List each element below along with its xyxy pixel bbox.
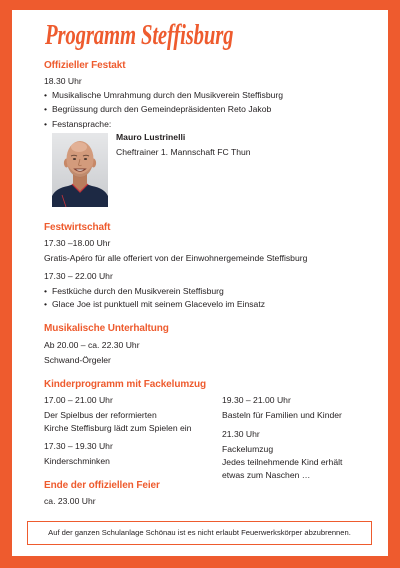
bullet-icon: • <box>44 119 48 129</box>
ende-time: ca. 23.00 Uhr <box>44 496 96 506</box>
bullet-icon: • <box>44 286 48 296</box>
kinder-left-text: Kirche Steffisburg lädt zum Spielen ein <box>44 423 192 433</box>
festwirtschaft-text: Gratis-Apéro für alle offeriert von der Einwohnergemeinde Steffisburg <box>44 253 308 263</box>
festakt-item-text: Festansprache: <box>52 119 112 129</box>
section-heading-kinderprogramm: Kinderprogramm mit Fackelumzug <box>44 379 207 390</box>
kinder-right-time: 21.30 Uhr <box>222 429 260 439</box>
section-heading-ende: Ende der offiziellen Feier <box>44 480 160 491</box>
festakt-time: 18.30 Uhr <box>44 76 82 86</box>
bullet-icon: • <box>44 104 48 114</box>
speaker-portrait-photo <box>52 133 108 207</box>
unterhaltung-text: Schwand-Örgeler <box>44 355 111 365</box>
kinder-right-text: Fackelumzug <box>222 444 274 454</box>
page-title: Programm Steffisburg <box>45 20 234 51</box>
section-heading-festakt: Offizieller Festakt <box>44 60 126 71</box>
festakt-item <box>44 103 271 115</box>
fireworks-notice-text: Auf der ganzen Schulanlage Schönau ist es nicht erlaubt Feuerwerkskörper abzubrennen. <box>48 528 351 537</box>
festwirtschaft-time: 17.30 –18.00 Uhr <box>44 238 111 248</box>
festwirtschaft-time: 17.30 – 22.00 Uhr <box>44 271 113 281</box>
speaker-role: Cheftrainer 1. Mannschaft FC Thun <box>116 147 251 157</box>
kinder-left-text: Der Spielbus der reformierten <box>44 410 157 420</box>
section-heading-unterhaltung: Musikalische Unterhaltung <box>44 323 169 334</box>
kinder-right-text: Basteln für Familien und Kinder <box>222 410 342 420</box>
section-heading-festwirtschaft: Festwirtschaft <box>44 222 111 233</box>
festwirtschaft-item <box>44 285 224 297</box>
bullet-icon: • <box>44 299 48 309</box>
festwirtschaft-item <box>44 298 265 310</box>
festakt-item-text: Begrüssung durch den Gemeindepräsidenten Reto Jakob <box>52 104 272 114</box>
kinder-left-text: Kinderschminken <box>44 456 110 466</box>
kinder-right-time: 19.30 – 21.00 Uhr <box>222 395 291 405</box>
festakt-item-text: Musikalische Umrahmung durch den Musikverein Steffisburg <box>52 90 284 100</box>
festwirtschaft-item-text: Festküche durch den Musikverein Steffisburg <box>52 286 224 296</box>
speaker-name: Mauro Lustrinelli <box>116 132 186 142</box>
unterhaltung-time: Ab 20.00 – ca. 22.30 Uhr <box>44 340 140 350</box>
festwirtschaft-item-text: Glace Joe ist punktuell mit seinem Glacevelo im Einsatz <box>52 299 266 309</box>
kinder-right-text: etwas zum Naschen … <box>222 470 311 480</box>
bullet-icon: • <box>44 90 48 100</box>
kinder-left-time: 17.00 – 21.00 Uhr <box>44 395 113 405</box>
fireworks-notice-box <box>27 521 372 545</box>
festakt-item <box>44 118 111 130</box>
kinder-left-time: 17.30 – 19.30 Uhr <box>44 441 113 451</box>
festakt-item <box>44 89 283 101</box>
kinder-right-text: Jedes teilnehmende Kind erhält <box>222 457 343 467</box>
